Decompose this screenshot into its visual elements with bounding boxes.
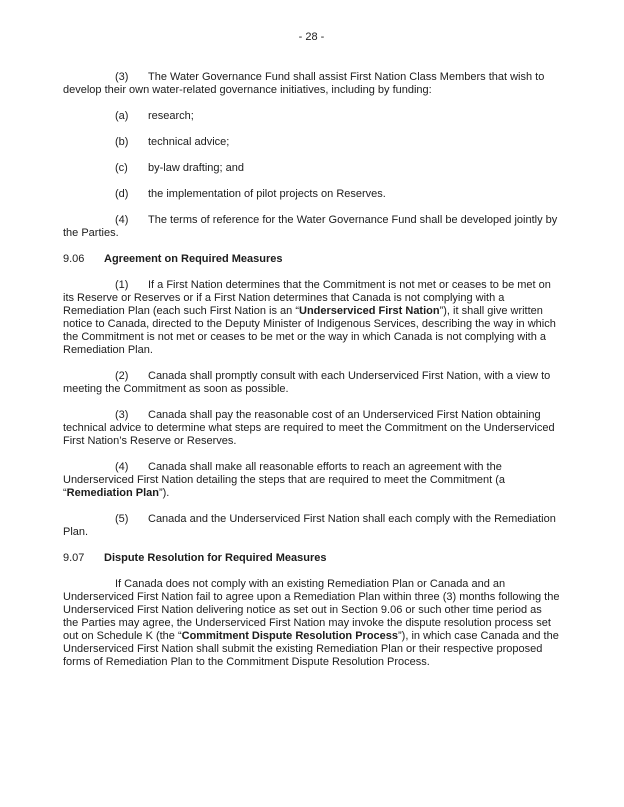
- section-number: 9.06: [63, 253, 85, 265]
- paragraph: [63, 409, 560, 448]
- paragraph: [63, 71, 560, 97]
- text-segment: If a First Nation determines that the Commitment is not met or ceases to be met on its Reserve or Reserves or if a First Nation determines that Canada is not complying with a Remediation Plan (each such First Nation is an “: [63, 279, 551, 317]
- list-item: [63, 110, 560, 123]
- paragraph: [63, 214, 560, 240]
- list-item: [63, 188, 560, 201]
- text-segment: research;: [148, 110, 194, 122]
- defined-term: Remediation Plan: [66, 487, 159, 499]
- text-segment: technical advice;: [148, 136, 230, 148]
- paragraph-number: (5): [115, 513, 129, 525]
- list-item: [63, 162, 560, 175]
- section-heading: [63, 552, 560, 565]
- paragraph-number: (c): [115, 162, 128, 174]
- text-segment: the implementation of pilot projects on Reserves.: [148, 188, 386, 200]
- paragraph: [63, 578, 560, 669]
- text-segment: ”).: [158, 487, 170, 499]
- section-heading: [63, 253, 560, 266]
- defined-term: Underserviced First Nation: [299, 305, 440, 317]
- text-segment: The terms of reference for the Water Governance Fund shall be developed jointly by the Parties.: [63, 214, 558, 239]
- defined-term: Commitment Dispute Resolution Process: [181, 630, 399, 642]
- text-segment: Canada shall pay the reasonable cost of an Underserviced First Nation obtaining technical advice to determine what steps are required to meet the Commitment on the Underserviced First Nation’s Reserve or Reserves.: [63, 409, 555, 447]
- paragraph-number: (3): [115, 409, 129, 421]
- section-title: Agreement on Required Measures: [104, 253, 283, 265]
- paragraph-number: (4): [115, 461, 129, 473]
- document-body: [63, 71, 560, 669]
- text-segment: ”), in which case Canada and the Underserviced First Nation shall submit the existing Remediation Plan or their respective proposed forms of Remediation Plan to the Commitment Dispute Resolution Process.: [63, 630, 559, 668]
- text-segment: If Canada does not comply with an existing Remediation Plan or Canada and an Underserviced First Nation fail to agree upon a Remediation Plan within three (3) months following the Underserviced First Nation delivering notice as set out in Section 9.06 or such other time period as the Parties may agree, the Underserviced First Nation may invoke the dispute resolution process set out on Schedule K (the “: [63, 578, 560, 642]
- section-number: 9.07: [63, 552, 85, 564]
- paragraph-number: (3): [115, 71, 129, 83]
- text-segment: Canada shall make all reasonable efforts to reach an agreement with the Underserviced First Nation detailing the steps that are required to meet the Commitment (a “: [63, 461, 506, 499]
- text-segment: The Water Governance Fund shall assist First Nation Class Members that wish to develop their own water-related governance initiatives, including by funding:: [63, 71, 545, 96]
- paragraph-number: (b): [115, 136, 129, 148]
- page-number: - 28 -: [298, 31, 325, 43]
- paragraph-number: (2): [115, 370, 129, 382]
- paragraph: [63, 370, 560, 396]
- paragraph-number: (1): [115, 279, 129, 291]
- list-item: [63, 136, 560, 149]
- paragraph-number: (a): [115, 110, 129, 122]
- text-segment: Canada and the Underserviced First Nation shall each comply with the Remediation Plan.: [63, 513, 556, 538]
- text-segment: Canada shall promptly consult with each Underserviced First Nation, with a view to meeting the Commitment as soon as possible.: [63, 370, 551, 395]
- paragraph-number: (d): [115, 188, 129, 200]
- text-segment: by-law drafting; and: [148, 162, 244, 174]
- paragraph: [63, 461, 560, 500]
- section-title: Dispute Resolution for Required Measures: [104, 552, 327, 564]
- paragraph: [63, 513, 560, 539]
- paragraph: [63, 279, 560, 357]
- paragraph-number: (4): [115, 214, 129, 226]
- text-segment: ”), it shall give written notice to Canada, directed to the Deputy Minister of Indigenous Services, describing the way in which the Commitment is not met or ceases to be met or the way in which Canada is not complying with a Remediation Plan.: [63, 305, 556, 356]
